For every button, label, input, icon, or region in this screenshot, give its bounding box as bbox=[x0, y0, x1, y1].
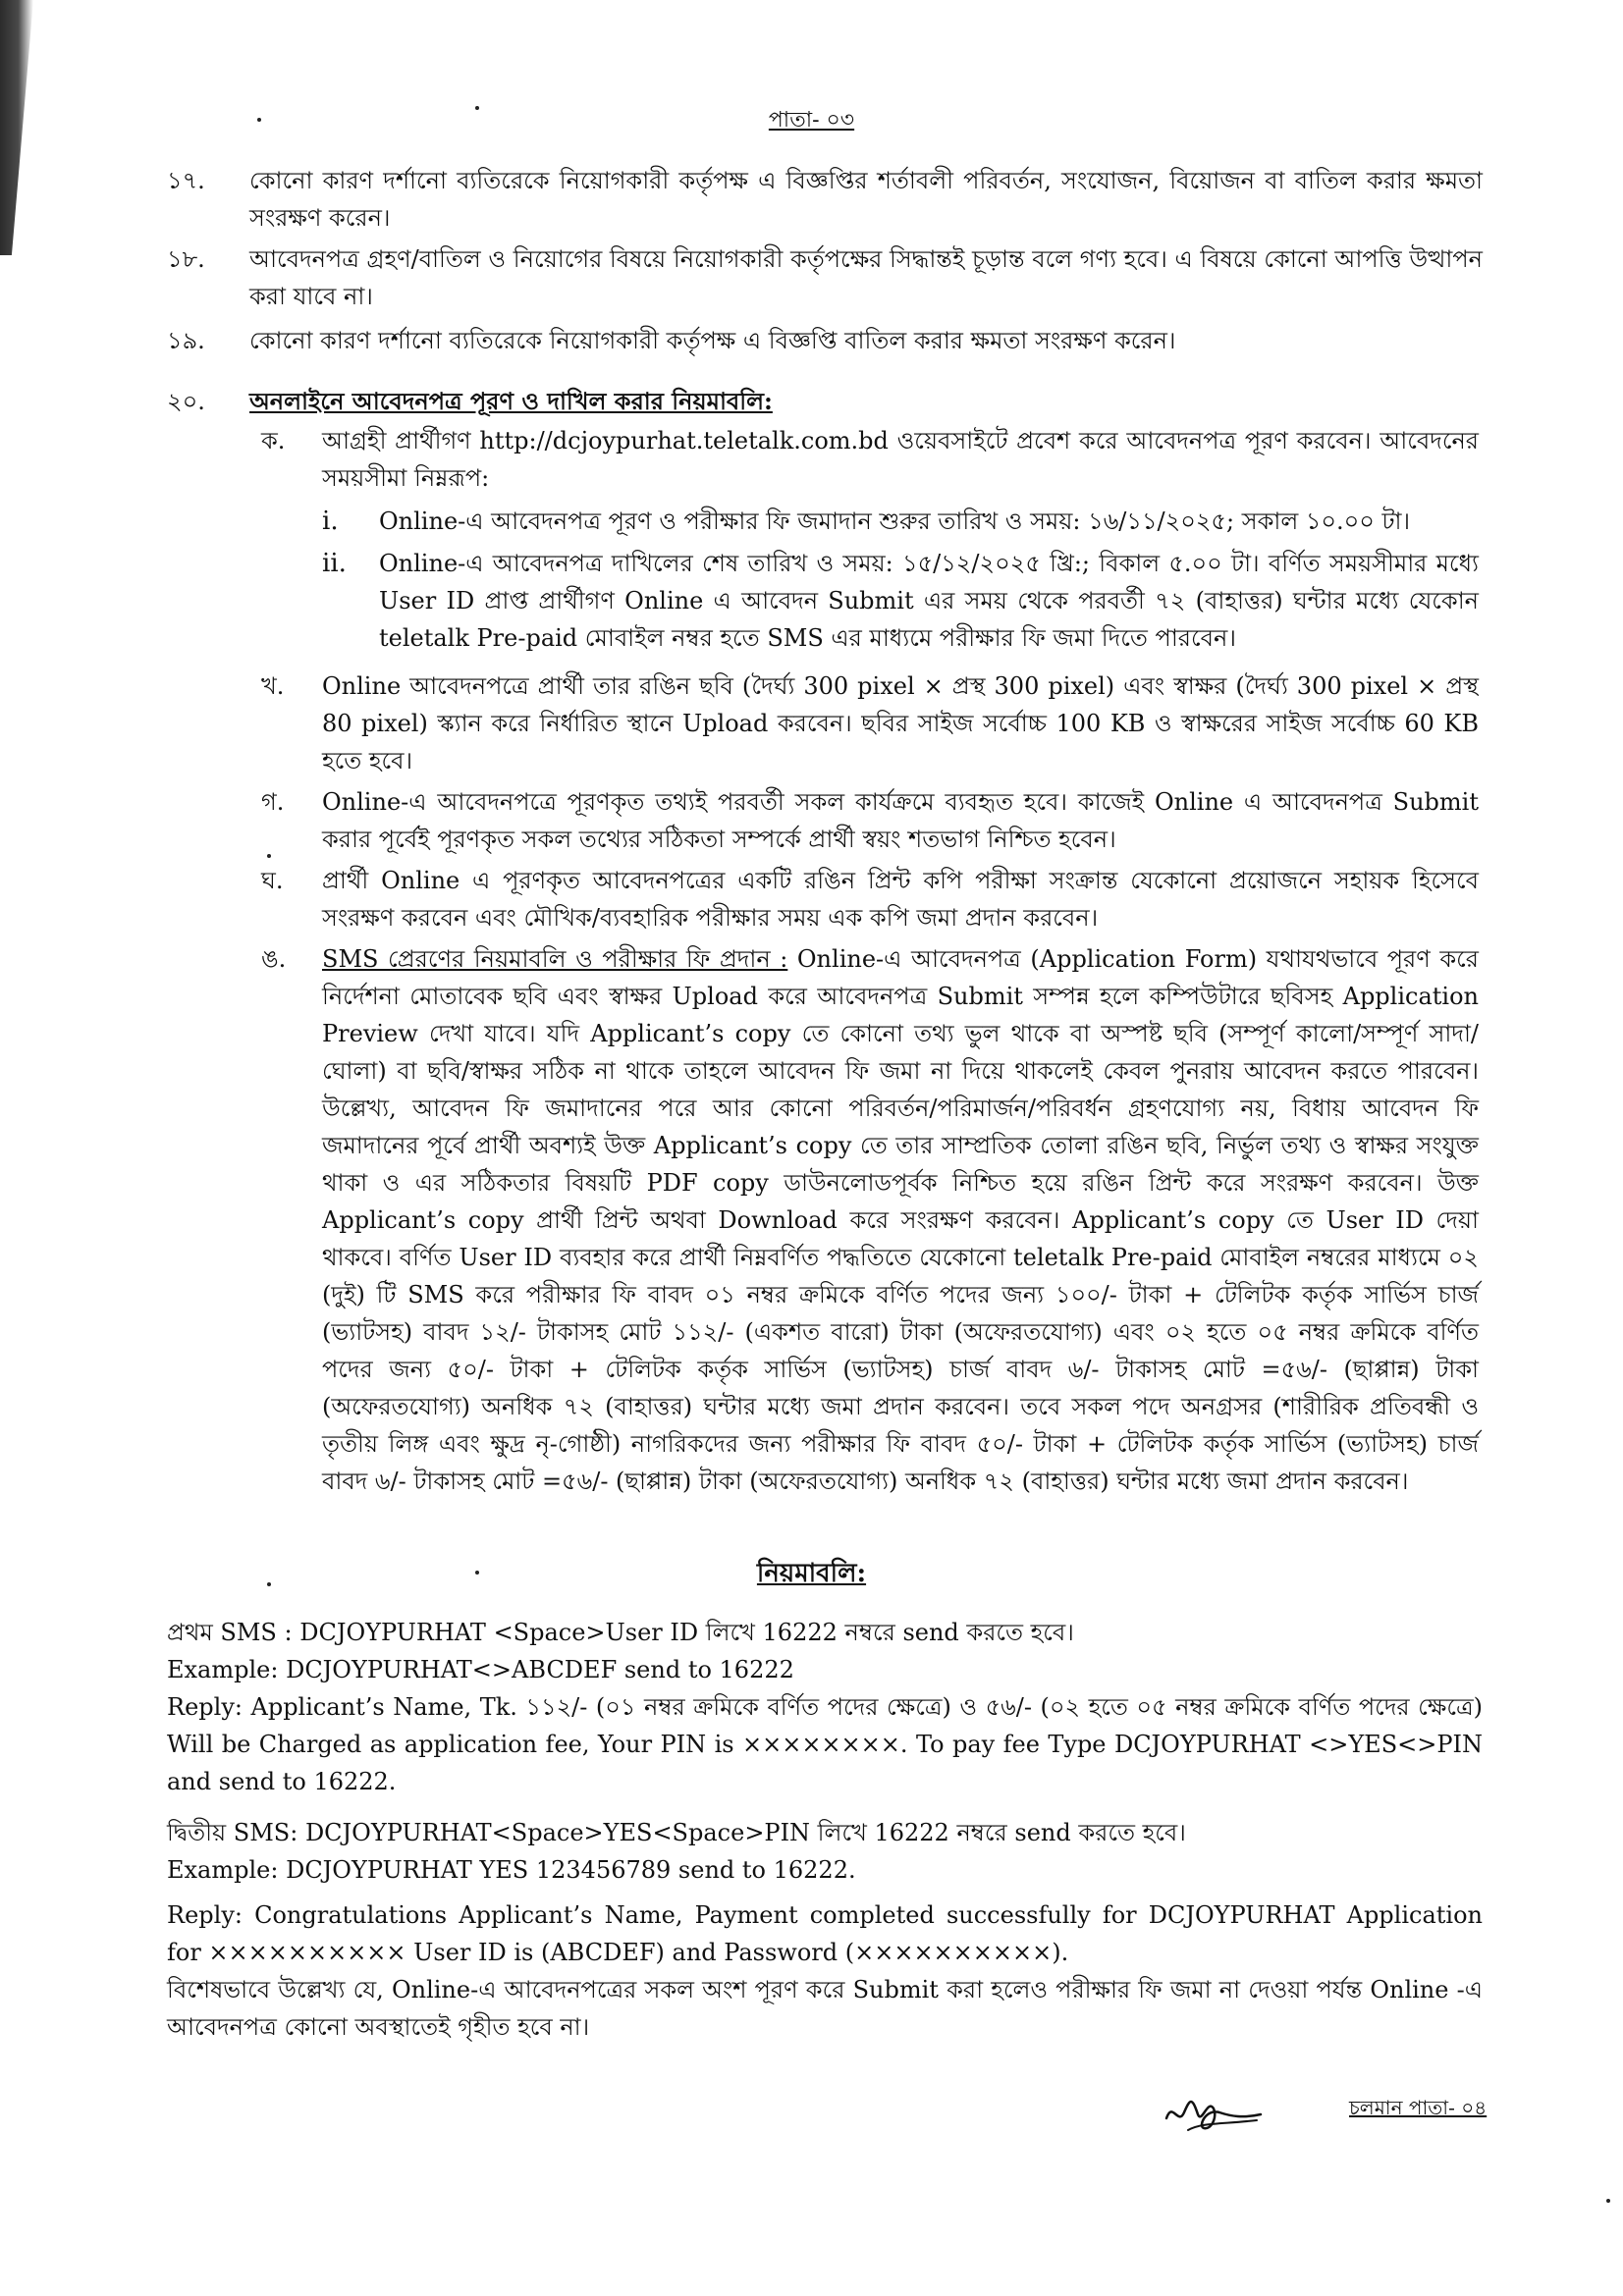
clause-20-gha bbox=[261, 862, 1479, 936]
signature-image bbox=[1159, 2079, 1267, 2148]
sub-clause-number: খ. bbox=[261, 672, 285, 700]
scan-speck bbox=[1606, 2199, 1610, 2203]
second-sms-reply: Reply: Congratulations Applicant’s Name, Payment completed successfully for DCJOYPURHAT Application for ×××××××××× User ID is (ABCDEF) and Password (××××××××××). bbox=[167, 1901, 1483, 1966]
sub-clause-text bbox=[322, 940, 1479, 1500]
first-sms-example: Example: DCJOYPURHAT<>ABCDEF send to 16222 bbox=[167, 1656, 794, 1683]
first-sms-instruction: প্রথম SMS : DCJOYPURHAT <Space>User ID লিখে 16222 নম্বরে send করতে হবে। bbox=[167, 1619, 1074, 1646]
clause-20-kha bbox=[261, 667, 1479, 779]
clause-text: কোনো কারণ দর্শানো ব্যতিরেকে নিয়োগকারী কর্তৃপক্ষ এ বিজ্ঞপ্তি বাতিল করার ক্ষমতা সংরক্ষণ করেন। bbox=[249, 327, 1176, 354]
clause-20-heading bbox=[167, 383, 1483, 420]
clause-20-ka-i bbox=[322, 503, 1479, 540]
sub-clause-text: Online-এ আবেদনপত্র পূরণ ও পরীক্ষার ফি জমাদান শুরুর তারিখ ও সময়: ১৬/১১/২০২৫; সকাল ১০.০০ টা। bbox=[379, 507, 1411, 535]
roman-number: ii. bbox=[322, 549, 347, 578]
second-sms-instruction: দ্বিতীয় SMS: DCJOYPURHAT<Space>YES<Space>PIN লিখে 16222 নম্বরে send করতে হবে। bbox=[167, 1819, 1186, 1846]
clause-20-ka bbox=[261, 422, 1479, 497]
clause-number: ২০. bbox=[167, 388, 205, 415]
sub-clause-text: Online-এ আবেদনপত্র দাখিলের শেষ তারিখ ও সময়: ১৫/১২/২০২৫ খ্রি:; বিকাল ৫.০০ টা। বর্ণিত সময়সীমার মধ্যে User ID প্রাপ্ত প্রার্থীগণ Online এ আবেদন Submit এর সময় থেকে পরবর্তী ৭২ (বাহাত্তর) ঘন্টার মধ্যে যেকোন teletalk Pre-paid মোবাইল নম্বর হতে SMS এর মাধ্যমে পরীক্ষার ফি জমা দিতে পারবেন। bbox=[379, 550, 1479, 652]
clause-19 bbox=[167, 322, 1483, 359]
clause-20-uma bbox=[261, 940, 1479, 1500]
sub-clause-text: প্রার্থী Online এ পূরণকৃত আবেদনপত্রের একটি রঙিন প্রিন্ট কপি পরীক্ষা সংক্রান্ত যেকোনো প্রয়োজনে সহায়ক হিসেবে সংরক্ষণ করবেন এবং মৌখিক/ব্যবহারিক পরীক্ষার সময় এক কপি জমা প্রদান করবেন। bbox=[322, 867, 1479, 932]
sms-fee-body: Online-এ আবেদনপত্র (Application Form) যথাযথভাবে পূরণ করে নির্দেশনা মোতাবেক ছবি এবং স্বাক্ষর Upload করে আবেদনপত্র Submit সম্পন্ন হলে কম্পিউটারে ছবিসহ Application Preview দেখা যাবে। যদি Applicant’s copy তে কোনো তথ্য ভুল থাকে বা অস্পষ্ট ছবি (সম্পূর্ণ কালো/সম্পূর্ণ সাদা/ঘোলা) বা ছবি/স্বাক্ষর সঠিক না থাকে তাহলে আবেদন ফি জমা না দিয়ে থাকলেই কেবল পুনরায় আবেদন করতে পারবেন। উল্লেখ্য, আবেদন ফি জমাদানের পরে আর কোনো পরিবর্তন/পরিমার্জন/পরিবর্ধন গ্রহণযোগ্য নয়, বিধায় আবেদন ফি জমাদানের পূর্বে প্রার্থী অবশ্যই উক্ত Applicant’s copy তে তার সাম্প্রতিক তোলা রঙিন ছবি, নির্ভুল তথ্য ও স্বাক্ষর সংযুক্ত থাকা ও এর সঠিকতার বিষয়টি PDF copy ডাউনলোডপূর্বক নিশ্চিত হয়ে রঙিন প্রিন্ট করে সংরক্ষণ করবেন। উক্ত Applicant’s copy প্রার্থী প্রিন্ট অথবা Download করে সংরক্ষণ করবেন। Applicant’s copy তে User ID দেয়া থাকবে। বর্ণিত User ID ব্যবহার করে প্রার্থী নিম্নবর্ণিত পদ্ধতিতে যেকোনো teletalk Pre-paid মোবাইল নম্বরের মাধ্যমে ০২ (দুই) টি SMS করে পরীক্ষার ফি বাবদ ০১ নম্বর ক্রমিকে বর্ণিত পদের জন্য ১০০/- টাকা + টেলিটক কর্তৃক সার্ভিস চার্জ (ভ্যাটসহ) বাবদ ১২/- টাকাসহ মোট ১১২/- (একশত বারো) টাকা (অফেরতযোগ্য) এবং ০২ হতে ০৫ নম্বর ক্রমিকে বর্ণিত পদের জন্য ৫০/- টাকা + টেলিটক কর্তৃক সার্ভিস (ভ্যাটসহ) চার্জ বাবদ ৬/- টাকাসহ মোট =৫৬/- (ছাপ্পান্ন) টাকা (অফেরতযোগ্য) অনধিক ৭২ (বাহাত্তর) ঘন্টার মধ্যে জমা প্রদান করবেন। তবে সকল পদে অনগ্রসর (শারীরিক প্রতিবন্ধী ও তৃতীয় লিঙ্গ এবং ক্ষুদ্র নৃ-গোষ্ঠী) নাগরিকদের জন্য পরীক্ষার ফি বাবদ ৫০/- টাকা + টেলিটক কর্তৃক সার্ভিস (ভ্যাটসহ) চার্জ বাবদ ৬/- টাকাসহ মোট =৫৬/- (ছাপ্পান্ন) টাকা (অফেরতযোগ্য) অনধিক ৭২ (বাহাত্তর) ঘন্টার মধ্যে জমা প্রদান করবেন। bbox=[322, 945, 1479, 1495]
clause-number: ১৭. bbox=[167, 167, 205, 194]
continued-page-label: চলমান পাতা- ০৪ bbox=[1349, 2096, 1488, 2119]
sub-clause-number: ঙ. bbox=[261, 945, 287, 973]
second-sms-example: Example: DCJOYPURHAT YES 123456789 send to 16222. bbox=[167, 1856, 856, 1884]
first-sms-reply: Reply: Applicant’s Name, Tk. ১১২/- (০১ নম্বর ক্রমিকে বর্ণিত পদের ক্ষেত্রে) ও ৫৬/- (০২ হতে ০৫ নম্বর ক্রমিকে বর্ণিত পদের ক্ষেত্রে) Will be Charged as application fee, Your PIN is ××××××××. To pay fee Type DCJOYPURHAT <>YES<>PIN and send to 16222. bbox=[167, 1693, 1483, 1795]
clause-number: ১৯. bbox=[167, 327, 205, 354]
section-heading: অনলাইনে আবেদনপত্র পূরণ ও দাখিল করার নিয়মাবলি: bbox=[249, 387, 773, 415]
roman-number: i. bbox=[322, 507, 339, 536]
clause-20-ka-ii bbox=[322, 545, 1479, 657]
sub-clause-number: ঘ. bbox=[261, 867, 284, 894]
sms-rules bbox=[167, 1614, 1483, 2046]
sms-fee-heading: SMS প্রেরণের নিয়মাবলি ও পরীক্ষার ফি প্রদান : bbox=[322, 945, 788, 973]
sub-clause-text: Online আবেদনপত্রে প্রার্থী তার রঙিন ছবি (দৈর্ঘ্য 300 pixel × প্রস্থ 300 pixel) এবং স্বাক্ষর (দৈর্ঘ্য 300 pixel × প্রস্থ 80 pixel) স্ক্যান করে নির্ধারিত স্থানে Upload করবেন। ছবির সাইজ সর্বোচ্চ 100 KB ও স্বাক্ষরের সাইজ সর্বোচ্চ 60 KB হতে হবে। bbox=[322, 672, 1479, 774]
sub-clause-number: ক. bbox=[261, 427, 286, 454]
rules-heading: নিয়মাবলি: bbox=[756, 1559, 867, 1588]
final-note: বিশেষভাবে উল্লেখ্য যে, Online-এ আবেদনপত্রের সকল অংশ পূরণ করে Submit করা হলেও পরীক্ষার ফি জমা না দেওয়া পর্যন্ত Online -এ আবেদনপত্র কোনো অবস্থাতেই গৃহীত হবে না। bbox=[167, 1976, 1483, 2041]
clause-20-ga bbox=[261, 783, 1479, 858]
clause-text: আবেদনপত্র গ্রহণ/বাতিল ও নিয়োগের বিষয়ে নিয়োগকারী কর্তৃপক্ষের সিদ্ধান্তই চূড়ান্ত বলে গণ্য হবে। এ বিষয়ে কোনো আপত্তি উত্থাপন করা যাবে না। bbox=[249, 245, 1483, 310]
page-number: পাতা- ০৩ bbox=[768, 108, 855, 133]
clause-number: ১৮. bbox=[167, 245, 205, 273]
sub-clause-text: Online-এ আবেদনপত্রে পূরণকৃত তথ্যই পরবর্তী সকল কার্যক্রমে ব্যবহৃত হবে। কাজেই Online এ আবেদনপত্র Submit করার পূর্বেই পূরণকৃত সকল তথ্যের সঠিকতা সম্পর্কে প্রার্থী স্বয়ং শতভাগ নিশ্চিত হবেন। bbox=[322, 788, 1479, 853]
clause-17 bbox=[167, 162, 1483, 237]
clause-text: কোনো কারণ দর্শানো ব্যতিরেকে নিয়োগকারী কর্তৃপক্ষ এ বিজ্ঞপ্তির শর্তাবলী পরিবর্তন, সংযোজন, বিয়োজন বা বাতিল করার ক্ষমতা সংরক্ষণ করেন। bbox=[249, 167, 1483, 232]
sub-clause-text: আগ্রহী প্রার্থীগণ http://dcjoypurhat.teletalk.com.bd ওয়েবসাইটে প্রবেশ করে আবেদনপত্র পূরণ করবেন। আবেদনের সময়সীমা নিম্নরূপ: bbox=[322, 427, 1479, 492]
clause-18 bbox=[167, 240, 1483, 315]
sub-clause-number: গ. bbox=[261, 788, 285, 816]
